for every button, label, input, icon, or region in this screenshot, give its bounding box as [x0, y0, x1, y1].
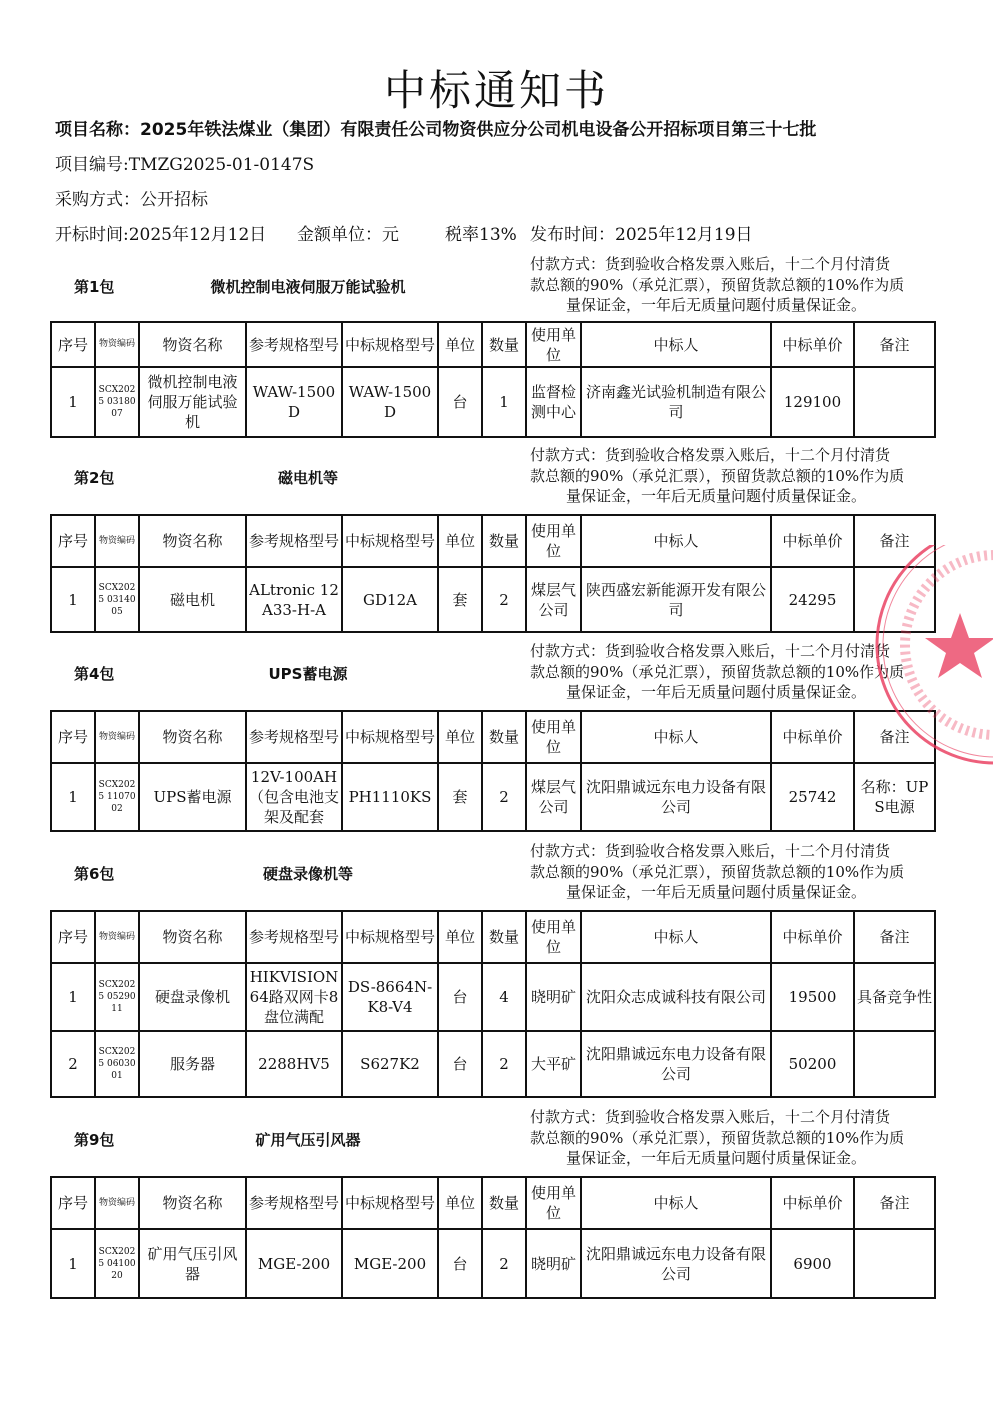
- header-qty: 数量: [482, 515, 526, 567]
- payment-line: 款总额的90%（承兑汇票），预留货款总额的10%作为质: [530, 1128, 905, 1147]
- package-name: 硬盘录像机等: [262, 865, 353, 883]
- cell-remark: [854, 1031, 935, 1097]
- cell-winner: [581, 1229, 771, 1298]
- cell-text: 沈阳鼎诚远东电力设备有限公司: [585, 1244, 766, 1283]
- cell-text: 陕西盛宏新能源开发有限公司: [585, 580, 766, 619]
- package-label: 第6包: [74, 865, 115, 883]
- cell-qty: [482, 1229, 526, 1298]
- payment-line: 付款方式：货到验收合格发票入账后，十二个月付清货: [530, 1108, 891, 1126]
- cell-text: 济南鑫光试验机制造有限公司: [585, 383, 766, 421]
- header-seq: 序号: [51, 711, 95, 763]
- cell-text: GD12A: [363, 590, 417, 609]
- cell-text: 磁电机: [169, 590, 215, 609]
- cell-text: SCX2025 0603001: [98, 1047, 136, 1081]
- cell-qty: [482, 1031, 526, 1097]
- cell-seq: [51, 1229, 95, 1298]
- package-label: 第1包: [74, 278, 115, 296]
- payment-terms: [530, 641, 930, 703]
- payment-line: 款总额的90%（承兑汇票），预留货款总额的10%作为质: [530, 466, 905, 485]
- payment-terms: [530, 841, 930, 903]
- cell-remark: [854, 367, 935, 437]
- payment-line: 款总额的90%（承兑汇票），预留货款总额的10%作为质: [530, 275, 905, 294]
- cell-name: [139, 963, 246, 1031]
- header-user-unit: 使用单位: [526, 515, 581, 567]
- cell-text: UPS蓄电源: [153, 788, 232, 806]
- cell-bid-spec: [342, 367, 438, 437]
- table-row: [51, 1031, 935, 1097]
- cell-qty: [482, 367, 526, 437]
- cell-text: S627K2: [360, 1055, 420, 1073]
- cell-unit: [438, 1229, 482, 1298]
- cell-unit-price: [771, 1031, 854, 1097]
- header-winner: 中标人: [581, 322, 771, 367]
- cell-text: 沈阳鼎诚远东电力设备有限公司: [585, 778, 766, 816]
- cell-text: 12V-100AH（包含电池支架及配套: [248, 768, 339, 826]
- package-label: 第2包: [74, 469, 115, 487]
- header-unit: 单位: [438, 911, 482, 963]
- cell-text: 套: [452, 590, 468, 609]
- cell-code: [95, 963, 139, 1031]
- cell-seq: [51, 367, 95, 437]
- cell-winner: [581, 367, 771, 437]
- header-qty: 数量: [482, 711, 526, 763]
- cell-text: 2: [68, 1055, 78, 1073]
- cell-seq: [51, 763, 95, 831]
- payment-terms: [530, 254, 930, 316]
- cell-text: SCX2025 0410020: [98, 1246, 136, 1281]
- header-seq: 序号: [51, 911, 95, 963]
- table-row: [51, 367, 935, 437]
- header-remark: 备注: [854, 1177, 935, 1229]
- cell-text: MGE-200: [257, 1254, 331, 1273]
- cell-unit-price: [771, 1229, 854, 1298]
- header-name: 物资名称: [139, 1177, 246, 1229]
- cell-name: [139, 367, 246, 437]
- cell-remark: [854, 1229, 935, 1298]
- cell-code: [95, 1229, 139, 1298]
- cell-ref-spec: [246, 367, 342, 437]
- cell-text: 台: [452, 393, 468, 411]
- package-name: 磁电机等: [277, 469, 338, 487]
- tax-rate: 税率13%: [445, 225, 517, 245]
- cell-code: [95, 367, 139, 437]
- cell-text: 2: [499, 788, 509, 806]
- header-qty: 数量: [482, 911, 526, 963]
- cell-ref-spec: [246, 963, 342, 1031]
- cell-unit: [438, 963, 482, 1031]
- cell-name: [139, 1031, 246, 1097]
- header-unit: 单位: [438, 1177, 482, 1229]
- header-winner: 中标人: [581, 711, 771, 763]
- cell-text: 台: [452, 1254, 468, 1273]
- cell-unit: [438, 763, 482, 831]
- cell-name: [139, 1229, 246, 1298]
- header-qty: 数量: [482, 1177, 526, 1229]
- header-unit-price: 中标单价: [771, 911, 854, 963]
- cell-text: 煤层气公司: [530, 778, 576, 816]
- cell-text: 服务器: [169, 1055, 215, 1073]
- header-unit-price: 中标单价: [771, 515, 854, 567]
- header-ref-spec: 参考规格型号: [246, 515, 342, 567]
- package-name: UPS蓄电源: [268, 665, 348, 683]
- cell-text: 1: [68, 590, 78, 609]
- table-header-row: [51, 322, 935, 367]
- payment-line: 量保证金，一年后无质量问题付质量保证金。: [566, 883, 867, 901]
- cell-name: [139, 567, 246, 632]
- cell-user-unit: [526, 567, 581, 632]
- cell-text: 名称：UPS电源: [860, 778, 929, 816]
- header-seq: 序号: [51, 1177, 95, 1229]
- cell-unit: [438, 567, 482, 632]
- header-code: 物资编码: [95, 1177, 139, 1229]
- header-unit: 单位: [438, 322, 482, 367]
- publish-time: 发布时间：2025年12月19日: [530, 225, 753, 245]
- payment-line: 付款方式：货到验收合格发票入账后，十二个月付清货: [530, 642, 891, 660]
- cell-winner: [581, 567, 771, 632]
- cell-remark: [854, 963, 935, 1031]
- cell-user-unit: [526, 367, 581, 437]
- header-bid-spec: 中标规格型号: [342, 322, 438, 367]
- cell-text: 1: [68, 788, 78, 806]
- cell-text: 矿用气压引风器: [147, 1244, 238, 1283]
- cell-bid-spec: [342, 1031, 438, 1097]
- cell-text: 晓明矿: [530, 988, 576, 1006]
- cell-text: 2: [499, 1254, 509, 1273]
- cell-text: SCX2025 0529011: [98, 980, 136, 1014]
- cell-text: 1: [499, 393, 509, 411]
- cell-unit-price: [771, 567, 854, 632]
- header-unit-price: 中标单价: [771, 711, 854, 763]
- cell-text: 沈阳众志成诚科技有限公司: [585, 988, 766, 1006]
- payment-line: 款总额的90%（承兑汇票），预留货款总额的10%作为质: [530, 662, 905, 681]
- cell-remark: [854, 567, 935, 632]
- cell-user-unit: [526, 763, 581, 831]
- cell-user-unit: [526, 1031, 581, 1097]
- cell-qty: [482, 963, 526, 1031]
- table-row: [51, 1229, 935, 1298]
- cell-text: SCX2025 0314005: [98, 582, 136, 617]
- cell-text: 1: [68, 1254, 78, 1273]
- cell-text: 4: [499, 988, 509, 1006]
- header-bid-spec: 中标规格型号: [342, 911, 438, 963]
- payment-line: 付款方式：货到验收合格发票入账后，十二个月付清货: [530, 446, 891, 464]
- cell-text: 24295: [788, 590, 837, 609]
- cell-text: 微机控制电液伺服万能试验机: [147, 373, 238, 431]
- header-user-unit: 使用单位: [526, 322, 581, 367]
- cell-text: 2288HV5: [258, 1055, 330, 1073]
- payment-line: 量保证金，一年后无质量问题付质量保证金。: [566, 487, 867, 505]
- cell-bid-spec: [342, 963, 438, 1031]
- cell-ref-spec: [246, 763, 342, 831]
- cell-text: 50200: [788, 1055, 837, 1073]
- cell-text: MGE-200: [353, 1254, 427, 1273]
- header-unit-price: 中标单价: [771, 1177, 854, 1229]
- cell-bid-spec: [342, 567, 438, 632]
- payment-line: 付款方式：货到验收合格发票入账后，十二个月付清货: [530, 842, 891, 860]
- header-name: 物资名称: [139, 322, 246, 367]
- header-seq: 序号: [51, 515, 95, 567]
- cell-seq: [51, 963, 95, 1031]
- cell-text: 沈阳鼎诚远东电力设备有限公司: [585, 1045, 766, 1083]
- cell-text: 硬盘录像机: [154, 988, 230, 1006]
- payment-line: 量保证金，一年后无质量问题付质量保证金。: [566, 1149, 867, 1167]
- header-bid-spec: 中标规格型号: [342, 515, 438, 567]
- header-user-unit: 使用单位: [526, 911, 581, 963]
- award-table: [50, 514, 936, 633]
- cell-text: 套: [452, 788, 468, 806]
- header-unit: 单位: [438, 711, 482, 763]
- cell-text: 晓明矿: [530, 1254, 576, 1273]
- header-unit: 单位: [438, 515, 482, 567]
- header-remark: 备注: [854, 322, 935, 367]
- cell-remark: [854, 763, 935, 831]
- header-user-unit: 使用单位: [526, 1177, 581, 1229]
- cell-ref-spec: [246, 567, 342, 632]
- cell-text: WAW-1500D: [252, 383, 336, 421]
- cell-qty: [482, 567, 526, 632]
- cell-text: 1: [68, 393, 78, 411]
- header-code: 物资编码: [95, 711, 139, 763]
- header-name: 物资名称: [139, 911, 246, 963]
- cell-ref-spec: [246, 1031, 342, 1097]
- procurement-method: 采购方式：公开招标: [55, 190, 208, 210]
- cell-seq: [51, 1031, 95, 1097]
- header-unit-price: 中标单价: [771, 322, 854, 367]
- cell-text: 台: [452, 1055, 468, 1073]
- cell-text: SCX2025 0318007: [98, 385, 136, 419]
- package-name: 矿用气压引风器: [255, 1131, 361, 1149]
- header-name: 物资名称: [139, 711, 246, 763]
- payment-terms: [530, 1107, 930, 1169]
- package-label: 第4包: [74, 665, 115, 683]
- table-header-row: [51, 911, 935, 963]
- header-remark: 备注: [854, 911, 935, 963]
- cell-text: PH1110KS: [348, 788, 432, 806]
- header-name: 物资名称: [139, 515, 246, 567]
- table-row: [51, 963, 935, 1031]
- payment-terms: [530, 445, 930, 507]
- header-bid-spec: 中标规格型号: [342, 711, 438, 763]
- page-title: 中标通知书: [383, 66, 609, 115]
- header-seq: 序号: [51, 322, 95, 367]
- cell-code: [95, 567, 139, 632]
- header-remark: 备注: [854, 711, 935, 763]
- header-winner: 中标人: [581, 1177, 771, 1229]
- cell-text: 6900: [793, 1254, 832, 1273]
- cell-seq: [51, 567, 95, 632]
- package-label: 第9包: [74, 1131, 115, 1149]
- cell-unit: [438, 1031, 482, 1097]
- project-name: 项目名称：2025年铁法煤业（集团）有限责任公司物资供应分公司机电设备公开招标项目第三十七批: [55, 120, 817, 140]
- table-row: [51, 567, 935, 632]
- cell-text: 具备竞争性: [856, 988, 932, 1006]
- cell-text: 监督检测中心: [530, 383, 576, 421]
- award-table: [50, 910, 936, 1098]
- cell-text: 2: [499, 590, 509, 609]
- cell-unit-price: [771, 963, 854, 1031]
- award-table: [50, 321, 936, 438]
- header-code: 物资编码: [95, 911, 139, 963]
- header-ref-spec: 参考规格型号: [246, 1177, 342, 1229]
- header-ref-spec: 参考规格型号: [246, 711, 342, 763]
- cell-text: HIKVISION64路双网卡8盘位满配: [249, 968, 339, 1026]
- table-header-row: [51, 711, 935, 763]
- award-table: [50, 710, 936, 832]
- cell-qty: [482, 763, 526, 831]
- payment-line: 量保证金，一年后无质量问题付质量保证金。: [566, 296, 867, 314]
- cell-text: 2: [499, 1055, 509, 1073]
- amount-unit: 金额单位：元: [297, 225, 399, 245]
- cell-bid-spec: [342, 1229, 438, 1298]
- cell-text: 25742: [788, 788, 837, 806]
- header-ref-spec: 参考规格型号: [246, 322, 342, 367]
- cell-text: 煤层气公司: [530, 580, 576, 619]
- cell-text: DS-8664N-K8-V4: [347, 978, 433, 1016]
- project-number: 项目编号:TMZG2025-01-0147S: [55, 155, 315, 175]
- header-remark: 备注: [854, 515, 935, 567]
- cell-bid-spec: [342, 763, 438, 831]
- table-header-row: [51, 1177, 935, 1229]
- cell-name: [139, 763, 246, 831]
- cell-text: 1: [68, 988, 78, 1006]
- cell-unit-price: [771, 367, 854, 437]
- cell-text: SCX2025 1107002: [98, 780, 136, 814]
- header-ref-spec: 参考规格型号: [246, 911, 342, 963]
- payment-line: 量保证金，一年后无质量问题付质量保证金。: [566, 683, 867, 701]
- header-winner: 中标人: [581, 911, 771, 963]
- payment-line: 付款方式：货到验收合格发票入账后，十二个月付清货: [530, 255, 891, 273]
- header-code: 物资编码: [95, 322, 139, 367]
- cell-user-unit: [526, 963, 581, 1031]
- cell-unit: [438, 367, 482, 437]
- cell-text: 大平矿: [530, 1055, 576, 1073]
- cell-winner: [581, 1031, 771, 1097]
- cell-text: 19500: [788, 988, 837, 1006]
- cell-user-unit: [526, 1229, 581, 1298]
- cell-code: [95, 1031, 139, 1097]
- cell-unit-price: [771, 763, 854, 831]
- cell-ref-spec: [246, 1229, 342, 1298]
- cell-text: 129100: [783, 393, 842, 411]
- table-header-row: [51, 515, 935, 567]
- payment-line: 款总额的90%（承兑汇票），预留货款总额的10%作为质: [530, 862, 905, 881]
- cell-code: [95, 763, 139, 831]
- header-winner: 中标人: [581, 515, 771, 567]
- table-row: [51, 763, 935, 831]
- header-bid-spec: 中标规格型号: [342, 1177, 438, 1229]
- package-name: 微机控制电液伺服万能试验机: [210, 278, 406, 296]
- cell-winner: [581, 763, 771, 831]
- cell-winner: [581, 963, 771, 1031]
- cell-text: 台: [452, 988, 468, 1006]
- header-qty: 数量: [482, 322, 526, 367]
- award-table: [50, 1176, 936, 1299]
- cell-text: ALtronic 12A33-H-A: [249, 580, 339, 619]
- header-code: 物资编码: [95, 515, 139, 567]
- opening-time: 开标时间:2025年12月12日: [55, 225, 267, 245]
- header-user-unit: 使用单位: [526, 711, 581, 763]
- cell-text: WAW-1500D: [348, 383, 432, 421]
